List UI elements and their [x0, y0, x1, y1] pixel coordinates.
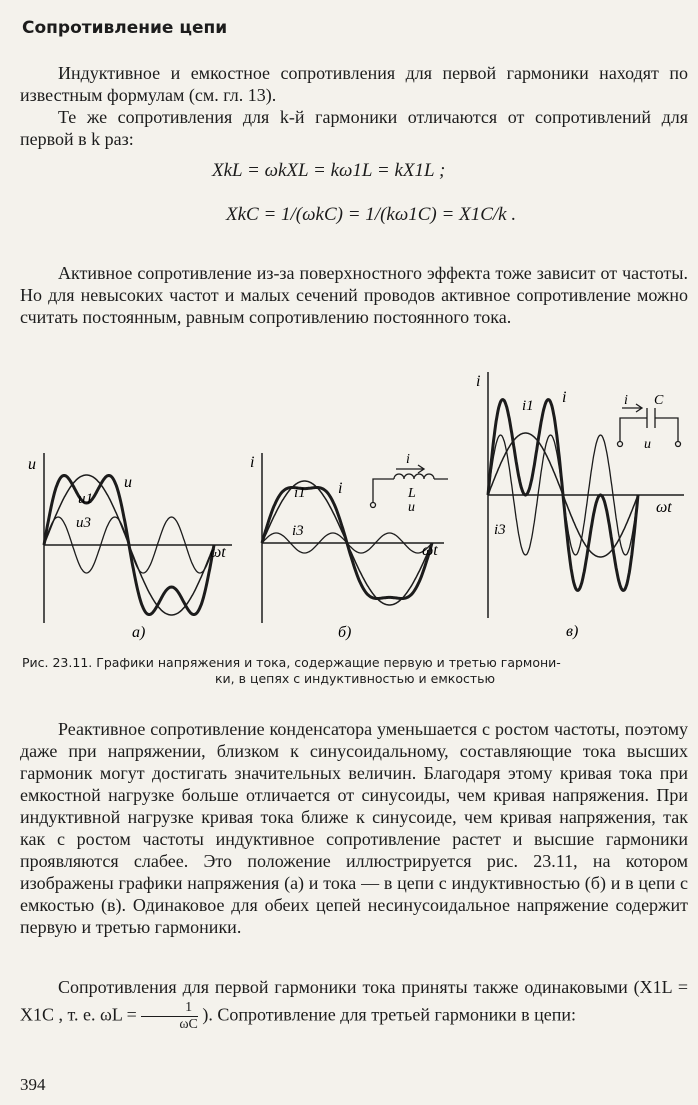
paragraph-5-start: Сопротивления для первой гармоники тока приняты также одинаковыми (X1L = X1C , т. е. ωL = [20, 977, 688, 1025]
capacitor-current-label: i [624, 393, 628, 408]
caption-line-1: Рис. 23.11. Графики напряжения и тока, содержащие первую и третью гармони- [22, 655, 561, 670]
panel-a-label: а) [132, 624, 146, 641]
capacitor-u-label: u [644, 437, 651, 452]
paragraph-1: Индуктивное и емкостное сопротивления для первой гармоники находят по известным формулам (см. гл. 13). [20, 63, 688, 105]
capacitor-plates [647, 408, 655, 428]
axis-wt-label-b: ωt [422, 542, 438, 559]
label-u1: u1 [78, 491, 93, 507]
current-arrow-b [396, 465, 424, 473]
label-u: u [124, 474, 132, 491]
figure-panel-a [20, 445, 240, 645]
paragraph-2: Те же сопротивления для k-й гармоники отличаются от сопротивлений для первой в k раз: [20, 107, 688, 149]
fraction-1-over-wC [141, 1000, 198, 1033]
capacitor-C-label: C [654, 393, 664, 408]
caption-line-2: ки, в цепях с индуктивностью и емкостью [214, 671, 496, 686]
figure-panel-b [248, 445, 448, 645]
label-i1: i1 [294, 485, 306, 501]
paragraph-5 [20, 974, 688, 1033]
figure-panel-c [474, 368, 688, 640]
formula-capacitive-text: XkC = 1/(ωkC) = 1/(kω1C) = X1C/k . [226, 204, 517, 225]
terminal-left-c [618, 442, 623, 447]
paragraph-5-end: ). Сопротивление для третьей гармоники в цепи: [202, 1004, 577, 1025]
label-u3: u3 [76, 515, 91, 531]
inductor-coil [394, 474, 434, 479]
axis-u-label: u [28, 456, 36, 473]
formula-inductive [212, 160, 445, 182]
paragraph-4: Реактивное сопротивление конденсатора уменьшается с ростом частоты, поэтому даже при напряжении, близком к синусоидальному, составляющие тока высших гармоник могут достигать значительных величин. Благодаря этому кривая тока при емкостной нагрузке больше отличается от синусоиды, чем кривая напряжения. При индуктивной нагрузке кривая тока ближе к синусоиде, чем кривая напряжения, так как с ростом частоты индуктивное сопротивление растет и высшие гармоники проявляются слабее. Это положение иллюстрируется рис. 23.11, на котором изображены графики напряжения (а) и тока — в цепи с индуктивностью (б) и в цепи с емкостью (в). Одинаковое для обеих цепей несинусоидальное напряжение содержит первую и третью гармоники. [20, 719, 688, 937]
page-number: 394 [20, 1075, 46, 1094]
paragraph-3: Активное сопротивление из-за поверхностного эффекта тоже зависит от частоты. Но для невысоких частот и малых сечений проводов активное сопротивление можно считать постоянным, равным сопротивлению постоянного тока. [20, 263, 688, 327]
axis-wt-label-a: ωt [210, 544, 226, 561]
section-title: Сопротивление цепи [22, 18, 228, 38]
formula-capacitive [226, 204, 516, 226]
axis-i-label-b: i [250, 454, 255, 471]
inductor-L-label: L [408, 486, 416, 501]
label-i3-b: i3 [292, 523, 304, 539]
label-i-b: i [338, 480, 343, 497]
axis-wt-label-c: ωt [656, 499, 672, 516]
panel-c-label: в) [566, 623, 579, 640]
label-i1-c: i1 [522, 398, 534, 414]
panel-b-label: б) [338, 624, 352, 641]
terminal-left [371, 503, 376, 508]
inductor-current-label: i [406, 452, 410, 467]
fraction-numerator: 1 [141, 1000, 198, 1017]
label-i3-c: i3 [494, 522, 506, 538]
terminal-right-c [676, 442, 681, 447]
inductor-u-label: u [408, 500, 415, 515]
formula-inductive-text: XkL = ωkXL = kω1L = kX1L ; [212, 160, 446, 181]
axis-i-label-c: i [476, 373, 481, 390]
figure-caption [22, 655, 688, 687]
label-i-c: i [562, 389, 567, 406]
fraction-denominator: ωC [179, 1017, 198, 1032]
